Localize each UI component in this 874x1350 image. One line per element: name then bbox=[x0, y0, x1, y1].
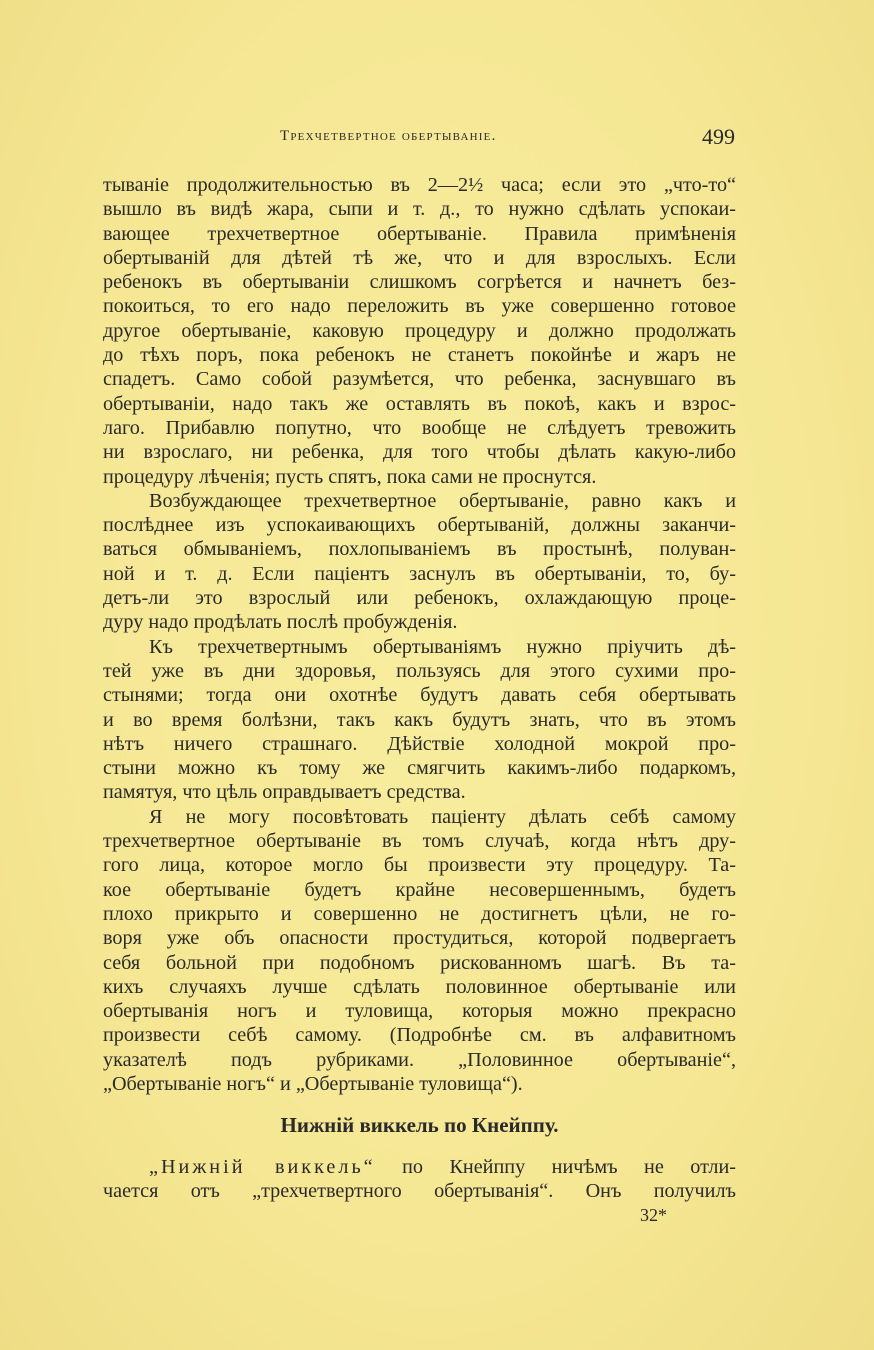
text-line: Возбуждающее трехчетвертное обертываніе, равно какъ и bbox=[149, 489, 736, 512]
text-line: Къ трехчетвертнымъ обертываніямъ нужно пріучить дѣ- bbox=[149, 635, 736, 658]
text-line bbox=[103, 1155, 736, 1179]
text-line: чается отъ „трехчетвертного обертыванія“. Онъ получилъ bbox=[103, 1180, 736, 1203]
text-line: тываніе продолжительностью въ 2—2½ часа; если это „что-то“ bbox=[103, 174, 736, 196]
quoted-term: „Нижній виккель“ bbox=[149, 1156, 376, 1178]
text-line: плохо прикрыто и совершенно не достигнетъ цѣли, не го- bbox=[103, 902, 736, 925]
text-line: произвести себѣ самому. (Подробнѣе см. въ алфавитномъ bbox=[103, 1024, 736, 1047]
section-text bbox=[103, 1155, 736, 1204]
text-line: „Обертываніе ногъ“ и „Обертываніе туловища“). bbox=[103, 1072, 523, 1095]
text-line: обертываніи, надо такъ же оставлять въ покоѣ, какъ и взрос- bbox=[103, 392, 736, 415]
text-line: процедуру лѣченія; пусть спятъ, пока сами не проснутся. bbox=[103, 465, 597, 488]
text-line: детъ-ли это взрослый или ребенокъ, охлаждающую проце- bbox=[103, 587, 736, 610]
text-line: памятуя, что цѣль оправдываетъ средства. bbox=[103, 781, 466, 804]
section-heading: Нижній виккель по Кнейппу. bbox=[280, 1113, 559, 1137]
signature-mark: 32* bbox=[640, 1205, 667, 1225]
paragraph bbox=[103, 173, 736, 489]
text-line: до тѣхъ поръ, пока ребенокъ не станетъ покойнѣе и жаръ не bbox=[103, 344, 736, 367]
body-text bbox=[103, 173, 736, 1096]
text-line: покоиться, то его надо переложить въ уже совершенно готовое bbox=[103, 295, 736, 318]
text-line: ваться обмываніемъ, похлопываніемъ въ простынѣ, полуван- bbox=[103, 538, 736, 561]
text-line: и во время болѣзни, такъ какъ будутъ знать, что въ этомъ bbox=[103, 708, 736, 731]
text-line: воря уже объ опасности простудиться, которой подвергаетъ bbox=[103, 927, 736, 950]
text-line: указателѣ подъ рубриками. „Половинное обертываніе“, bbox=[103, 1048, 736, 1071]
text-line: трехчетвертное обертываніе въ томъ случаѣ, когда нѣтъ дру- bbox=[103, 830, 736, 853]
paragraph bbox=[103, 805, 736, 1097]
text-line: вающее трехчетвертное обертываніе. Правила примѣненія bbox=[103, 222, 736, 245]
text-line: вышло въ видѣ жара, сыпи и т. д., то нужно сдѣлать успокаи- bbox=[103, 198, 736, 221]
text-line: ной и т. д. Если паціентъ заснулъ въ обертываніи, то, бу- bbox=[103, 562, 736, 585]
text-line: послѣднее изъ успокаивающихъ обертываній, должны заканчи- bbox=[103, 514, 736, 537]
text-line: Я не могу посовѣтовать паціенту дѣлать себѣ самому bbox=[149, 805, 736, 828]
text-line: спадетъ. Само собой разумѣется, что ребенка, заснувшаго въ bbox=[103, 368, 736, 391]
text-line: тей уже въ дни здоровья, пользуясь для этого сухими про- bbox=[103, 659, 736, 682]
page-header bbox=[280, 124, 735, 152]
page-number: 499 bbox=[702, 124, 735, 149]
paragraph bbox=[103, 489, 736, 635]
text-line: кое обертываніе будетъ крайне несовершеннымъ, будетъ bbox=[103, 878, 736, 901]
text-line: нѣтъ ничего страшнаго. Дѣйствіе холодной мокрой про- bbox=[103, 732, 736, 755]
text-line: гого лица, которое могло бы произвести эту процедуру. Та- bbox=[103, 854, 736, 877]
text-line: обертыванія ногъ и туловища, которыя можно прекрасно bbox=[103, 1000, 736, 1023]
text-fragment: по Кнейппу ничѣмъ не отли- bbox=[375, 1156, 736, 1178]
text-line: ни взрослаго, ни ребенка, для того чтобы дѣлать какую-либо bbox=[103, 441, 736, 464]
text-line: ребенокъ въ обертываніи слишкомъ согрѣется и начнетъ без- bbox=[103, 271, 736, 294]
text-line: стыни можно къ тому же смягчить какимъ-либо подаркомъ, bbox=[103, 757, 736, 780]
text-line: обертываній для дѣтей тѣ же, что и для взрослыхъ. Если bbox=[103, 246, 736, 269]
text-line: себя больной при подобномъ рискованномъ шагѣ. Въ та- bbox=[103, 951, 736, 974]
text-line: стынями; тогда они охотнѣе будутъ давать себя обертывать bbox=[103, 684, 736, 707]
text-line: дуру надо продѣлать послѣ пробужденія. bbox=[103, 611, 458, 634]
running-title: Трехчетвертное обертываніе. bbox=[280, 128, 497, 144]
text-line: другое обертываніе, каковую процедуру и должно продолжать bbox=[103, 319, 736, 342]
text-line: лаго. Прибавлю попутно, что вообще не слѣдуетъ тревожить bbox=[103, 416, 736, 439]
paragraph bbox=[103, 635, 736, 805]
text-line: кихъ случаяхъ лучше сдѣлать половинное обертываніе или bbox=[103, 975, 736, 998]
